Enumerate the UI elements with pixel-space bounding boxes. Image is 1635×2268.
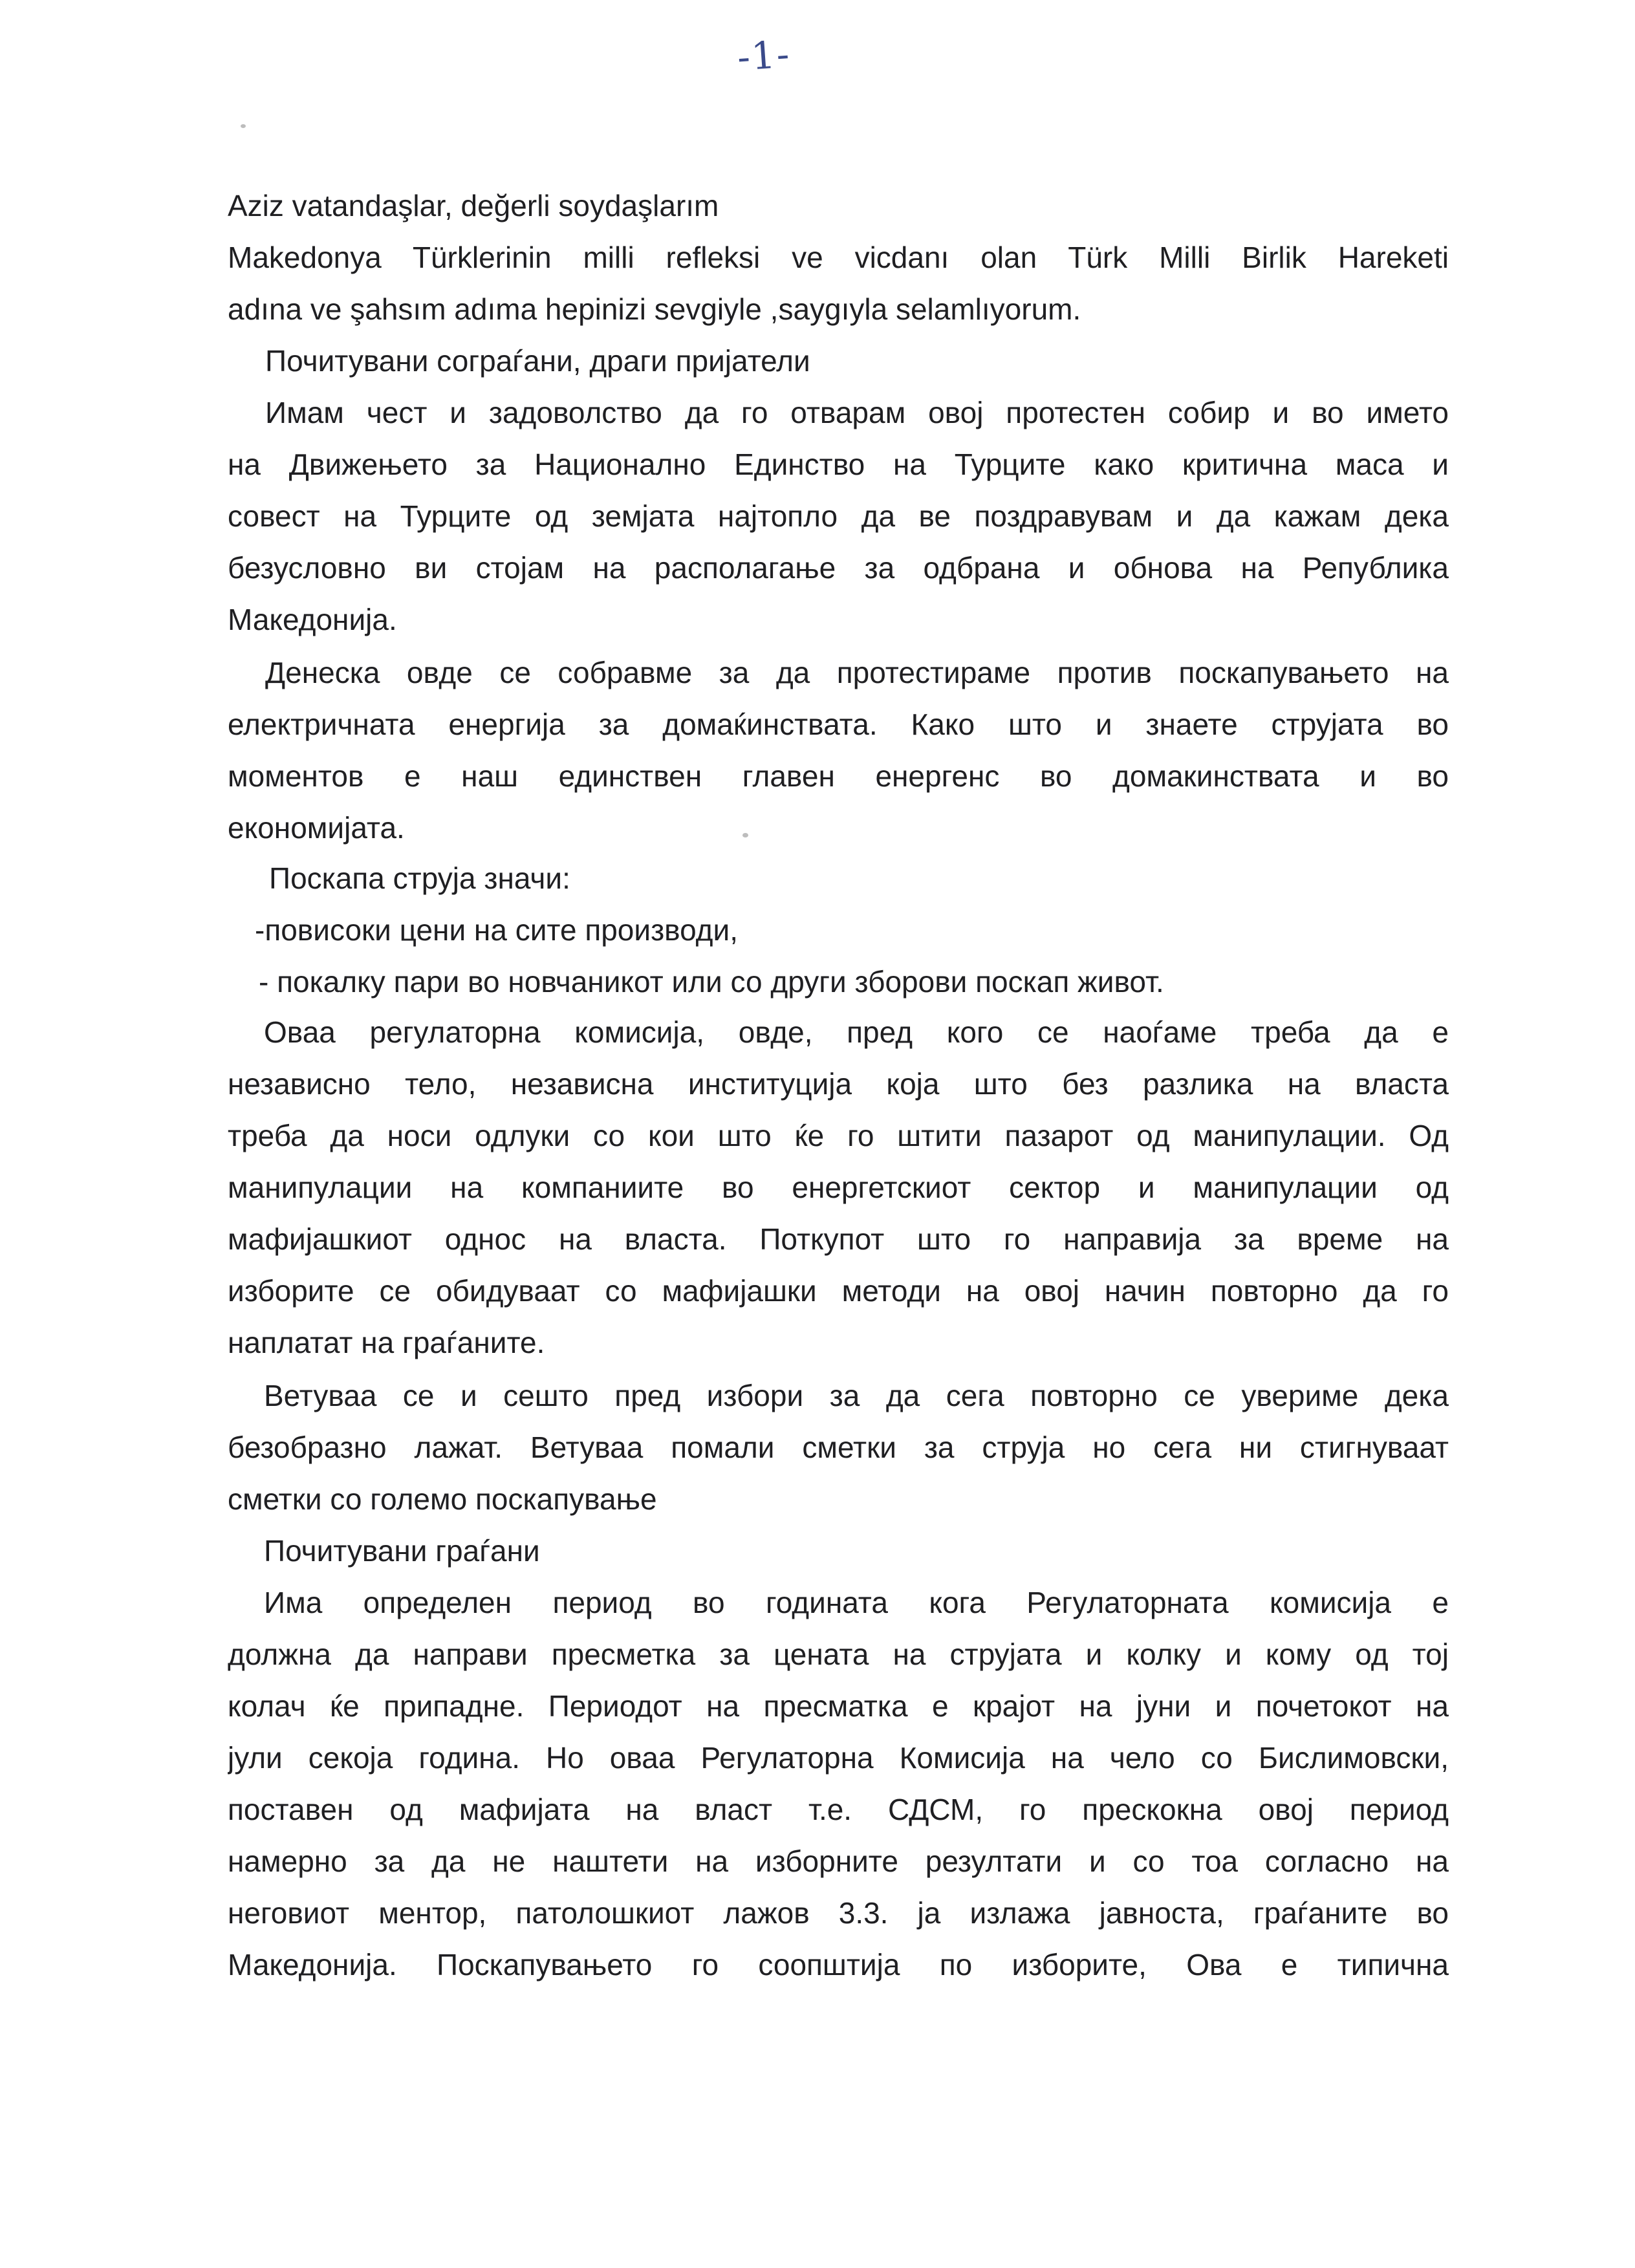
document-body xyxy=(228,1370,1449,1991)
text-line: Имам чест и задоволство да го отварам овој протестен собир и во името xyxy=(265,396,1449,429)
greeting-macedonian: Почитувани сограѓани, драги пријатели xyxy=(265,344,810,378)
scan-speck xyxy=(241,124,246,128)
text-line: треба да носи одлуки со кои што ќе го штити пазарот од манипулации. Од xyxy=(228,1119,1449,1152)
document-body xyxy=(228,180,1449,645)
text-line: на Движењето за Национално Единство на Турците како критична маса и xyxy=(228,448,1449,481)
list-item: - покалку пари во новчаникот или со други зборови поскап живот. xyxy=(259,965,1164,999)
text-line: изборите се обидуваат со мафијашки методи на овој начин повторно да го xyxy=(228,1274,1449,1308)
text-line: мафијашкиот однос на власта. Поткупот што го направија за време на xyxy=(228,1222,1449,1256)
text-line: совест на Турците од земјата најтопло да ве поздравувам и да кажам дека xyxy=(228,499,1449,533)
page-number: -1- xyxy=(735,32,792,80)
text-line: Македонија. Поскапувањето го соопштија по изборите, Ова е типична xyxy=(228,1948,1449,1982)
text-line: Македонија. xyxy=(228,603,397,636)
text-line: сметки со големо поскапување xyxy=(228,1482,657,1516)
document-body xyxy=(228,647,1449,854)
list-heading: Поскапа струја значи: xyxy=(269,861,570,895)
text-line: Денеска овде се собравме за да протестираме против поскапувањето на xyxy=(265,656,1449,689)
text-line: adına ve şahsım adıma hepinizi sevgiyle ,saygıyla selamlıyorum. xyxy=(228,292,1081,326)
list-item: -повисоки цени на сите производи, xyxy=(255,913,738,947)
text-line: должна да направи пресметка за цената на струјата и колку и кому од тој xyxy=(228,1637,1449,1671)
text-line: Makedonya Türklerinin milli refleksi ve vicdanı olan Türk Milli Birlik Hareketi xyxy=(228,241,1449,274)
text-line: јули секоја година. Но оваа Регулаторна Комисија на чело со Бислимовски, xyxy=(228,1741,1449,1775)
text-line: безобразно лажат. Ветуваа помали сметки за струја но сега ни стигнуваат xyxy=(228,1431,1449,1464)
text-line: наплатат на граѓаните. xyxy=(228,1326,545,1359)
text-line: Ветуваа се и сешто пред избори за да сега повторно се увериме дека xyxy=(264,1379,1449,1412)
text-line: неговиот ментор, патолошкиот лажов 3.3. ја излажа јавноста, граѓаните во xyxy=(228,1896,1449,1930)
text-line: независно тело, независна институција која што без разлика на власта xyxy=(228,1067,1449,1101)
text-line: намерно за да не наштети на изборните резултати и со тоа согласно на xyxy=(228,1844,1449,1878)
text-line: економијата. xyxy=(228,811,405,845)
text-line: безусловно ви стојам на располагање за одбрана и обнова на Република xyxy=(228,551,1449,585)
text-line: колач ќе припадне. Периодот на пресматка е крајот на јуни и почетокот на xyxy=(228,1689,1449,1723)
document-body xyxy=(228,852,1449,1008)
greeting-turkish: Aziz vatandaşlar, değerli soydaşlarım xyxy=(228,189,719,222)
text-line: Оваа регулаторна комисија, овде, пред кого се наоѓаме треба да е xyxy=(264,1015,1449,1049)
text-line: Има определен период во годината кога Регулаторната комисија е xyxy=(264,1586,1449,1619)
text-line: електричната енергија за домаќинствата. Како што и знаете струјата во xyxy=(228,707,1449,741)
text-line: моментов е наш единствен главен енергенс во домакинствата и во xyxy=(228,759,1449,793)
text-line: поставен од мафијата на власт т.е. СДСМ, го прескокна овој период xyxy=(228,1793,1449,1826)
section-greeting: Почитувани граѓани xyxy=(264,1534,540,1568)
document-body xyxy=(228,1006,1449,1368)
text-line: манипулации на компаниите во енергетскиот сектор и манипулации од xyxy=(228,1171,1449,1204)
